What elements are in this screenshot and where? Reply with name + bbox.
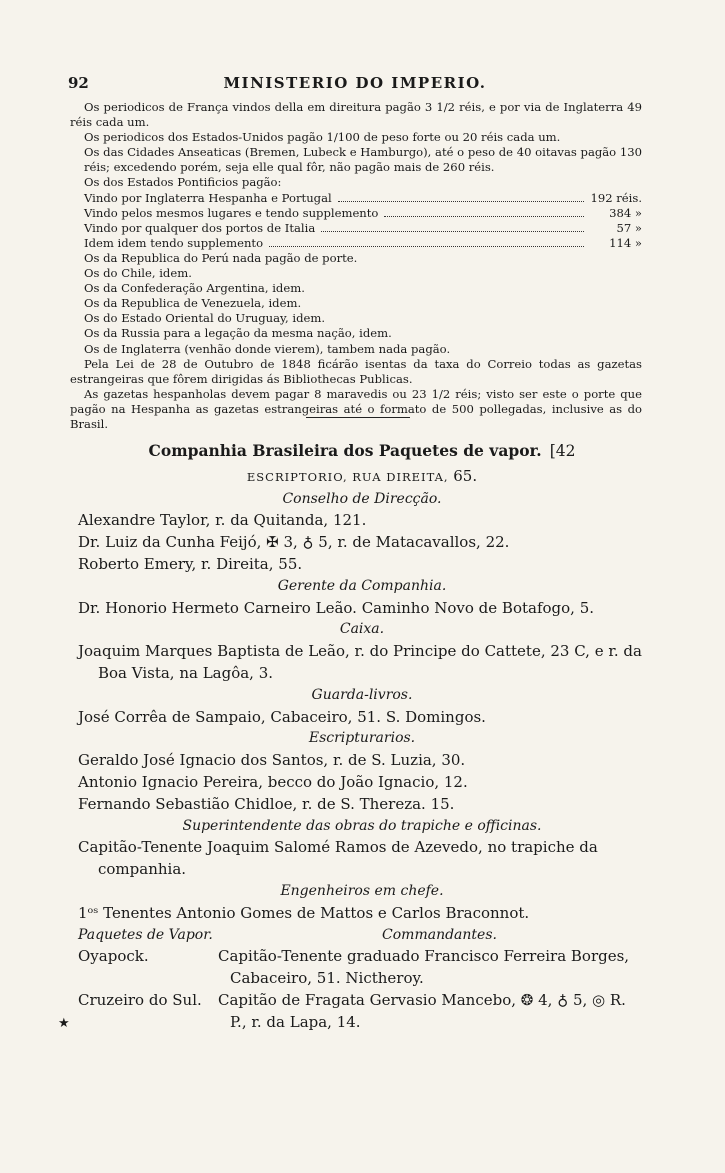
rate-label: Vindo pelos mesmos lugares e tendo supplemento bbox=[84, 205, 379, 220]
ship-commander: Capitão-Tenente graduado Francisco Ferreira Borges, Cabaceiro, 51. Nictheroy. bbox=[218, 947, 630, 988]
company-title bbox=[78, 440, 646, 463]
ship-row bbox=[78, 946, 646, 990]
rate-value: 192 réis. bbox=[590, 190, 642, 205]
section-heading: Escripturarios. bbox=[308, 730, 416, 747]
company-title-mark: [42 bbox=[549, 442, 576, 460]
ship-name: Oyapock. bbox=[78, 947, 149, 966]
rate-row bbox=[70, 236, 642, 251]
note-france: Os periodicos de França vindos della em direitura pagão 3 1/2 réis, e por via de Inglaterra 49 réis cada um. bbox=[70, 100, 642, 130]
books-entry: José Corrêa de Sampaio, Cabaceiro, 51. S. Domingos. bbox=[78, 707, 486, 726]
section-heading: Guarda-livros. bbox=[311, 686, 413, 703]
rate-value: 57 » bbox=[616, 220, 642, 235]
section-heading: Caixa. bbox=[339, 621, 385, 638]
note-law-1848: Pela Lei de 28 de Outubro de 1848 ficárão isentas da taxa do Correio todas as gazetas estrangeiras que fôrem dirigidas ás Bibliothecas Publicas. bbox=[70, 356, 642, 386]
section-divider bbox=[306, 417, 410, 418]
works-entry: Capitão-Tenente Joaquim Salomé Ramos de Azevedo, no trapiche da companhia. bbox=[78, 838, 598, 879]
rate-value: 384 » bbox=[609, 205, 642, 220]
cash-entry: Joaquim Marques Baptista de Leão, r. do Principe do Cattete, 23 C, e r. da Boa Vista, na Lagôa, 3. bbox=[78, 642, 642, 682]
ships-header bbox=[78, 925, 646, 947]
running-head: MINISTERIO DO IMPERIO. bbox=[223, 74, 487, 92]
note-line: Os do Estado Oriental do Uruguay, idem. bbox=[84, 311, 326, 326]
note-line: Os da Republica do Perú nada pagão de porte. bbox=[84, 250, 358, 265]
section-heading: Gerente da Companhia. bbox=[277, 577, 447, 594]
margin-mark-icon: ★ bbox=[58, 1016, 70, 1031]
section-heading: Superintendente das obras do trapiche e officinas. bbox=[182, 817, 542, 834]
note-line: Os do Chile, idem. bbox=[84, 266, 192, 281]
leader-dots bbox=[321, 231, 584, 232]
note-spain: As gazetas hespanholas devem pagar 8 maravedis ou 23 1/2 réis; visto ser este o porte que pagão na Hespanha as gazetas estrangeiras até o formato de 500 pollegadas, inclusive as do Brasil. bbox=[70, 386, 642, 431]
engineers-entry: 1ᵒˢ Tenentes Antonio Gomes de Mattos e Carlos Braconnot. bbox=[78, 903, 530, 922]
note-line: Os de Inglaterra (venhão donde vierem), tambem nada pagão. bbox=[84, 341, 451, 356]
clerk-entry: Geraldo José Ignacio dos Santos, r. de S. Luzia, 30. bbox=[78, 751, 466, 770]
manager-entry: Dr. Honorio Hermeto Carneiro Leão. Caminho Novo de Botafogo, 5. bbox=[78, 598, 595, 617]
note-hanseatic: Os das Cidades Anseaticas (Bremen, Lubeck e Hamburgo), até o peso de 40 oitavas pagão 130 réis; excedendo porém, seja elle qual fôr, não pagão mais de 260 réis. bbox=[84, 145, 642, 175]
board-member: Roberto Emery, r. Direita, 55. bbox=[78, 554, 303, 573]
rate-row bbox=[70, 191, 642, 206]
note-usa: Os periodicos dos Estados-Unidos pagão 1/100 de peso forte ou 20 réis cada um. bbox=[84, 130, 561, 145]
rate-row bbox=[70, 221, 642, 236]
clerk-entry: Fernando Sebastião Chidloe, r. de S. Thereza. 15. bbox=[78, 794, 455, 813]
ship-commander: Capitão de Fragata Gervasio Mancebo, ❂ 4, ♁ 5, ◎ R. P., r. da Lapa, 14. bbox=[218, 990, 626, 1031]
ship-name: Cruzeiro do Sul. bbox=[78, 990, 202, 1009]
rate-row bbox=[70, 206, 642, 221]
postal-notes bbox=[70, 100, 642, 432]
office-address bbox=[78, 466, 646, 489]
section-heading: Conselho de Direcção. bbox=[282, 490, 442, 507]
ship-row bbox=[78, 990, 646, 1034]
ships-column-heading: Paquetes de Vapor. bbox=[78, 926, 213, 943]
office-label: ESCRIPTORIO, RUA DIREITA, bbox=[246, 469, 449, 484]
board-member: Dr. Luiz da Cunha Feijó, ✠ 3, ♁ 5, r. de Matacavallos, 22. bbox=[78, 533, 510, 552]
company-section bbox=[78, 440, 646, 1034]
rate-label: Vindo por qualquer dos portos de Italia bbox=[84, 220, 316, 235]
rate-value: 114 » bbox=[609, 235, 642, 250]
leader-dots bbox=[269, 246, 584, 247]
leader-dots bbox=[384, 216, 584, 217]
page-number: 92 bbox=[68, 74, 89, 92]
office-number: 65. bbox=[453, 466, 478, 485]
note-papal: Os dos Estados Pontificios pagão: bbox=[84, 175, 282, 190]
note-line: Os da Confederação Argentina, idem. bbox=[84, 281, 305, 296]
rate-label: Idem idem tendo supplemento bbox=[84, 235, 264, 250]
clerk-entry: Antonio Ignacio Pereira, becco do João Ignacio, 12. bbox=[78, 772, 468, 791]
company-name: Companhia Brasileira dos Paquetes de vapor. bbox=[148, 441, 542, 460]
rate-label: Vindo por Inglaterra Hespanha e Portugal bbox=[84, 190, 332, 205]
board-member: Alexandre Taylor, r. da Quitanda, 121. bbox=[78, 511, 367, 530]
commanders-column-heading: Commandantes. bbox=[382, 926, 497, 943]
section-heading: Engenheiros em chefe. bbox=[280, 882, 444, 899]
note-line: Os da Russia para a legação da mesma nação, idem. bbox=[84, 326, 392, 341]
note-line: Os da Republica de Venezuela, idem. bbox=[84, 296, 302, 311]
page-header bbox=[68, 74, 642, 96]
leader-dots bbox=[338, 201, 584, 202]
